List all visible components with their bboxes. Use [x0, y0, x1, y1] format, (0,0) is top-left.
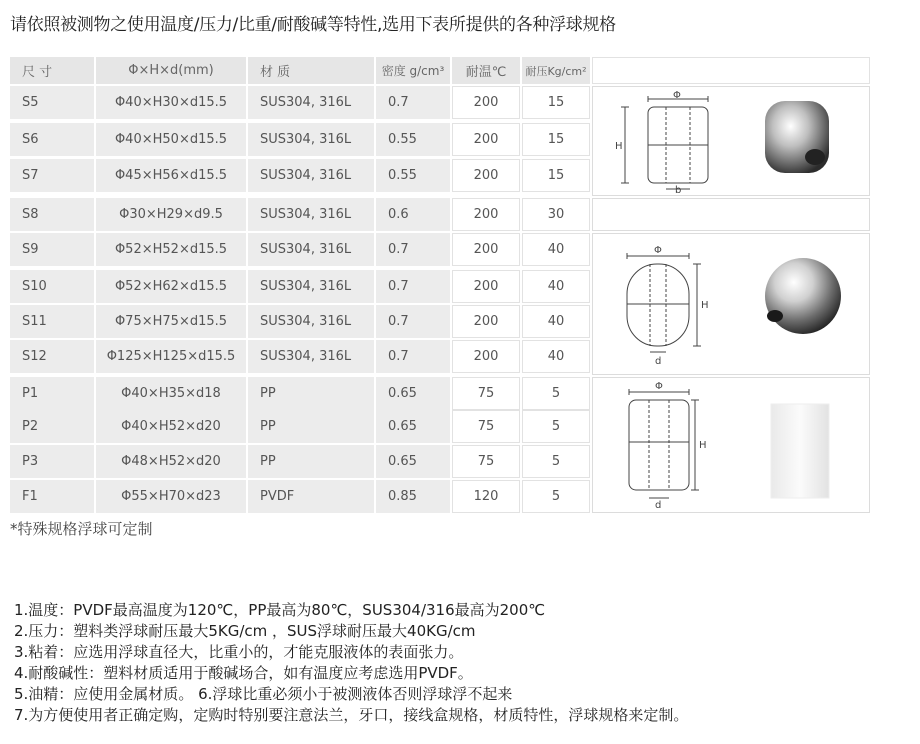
cell-pressure: 5	[522, 445, 590, 478]
cell-temp: 200	[452, 159, 520, 192]
d-label: d	[655, 356, 662, 367]
cell-size: P1	[10, 377, 94, 410]
h-label-3: H	[699, 440, 707, 451]
cell-material: PVDF	[248, 480, 374, 513]
cell-density: 0.7	[376, 86, 450, 119]
cell-temp: 75	[452, 377, 520, 410]
cell-temp: 200	[452, 123, 520, 156]
plastic-float-photo	[771, 404, 829, 498]
sphere-hole	[767, 310, 783, 322]
cell-density: 0.65	[376, 377, 450, 410]
cell-material: SUS304, 316L	[248, 340, 374, 373]
cell-material: SUS304, 316L	[248, 270, 374, 303]
cell-pressure: 40	[522, 305, 590, 338]
cell-pressure: 15	[522, 123, 590, 156]
cell-dims: Φ48×H52×d20	[96, 445, 246, 478]
cell-pressure: 40	[522, 270, 590, 303]
cell-size: S7	[10, 159, 94, 192]
header-material: 材 质	[248, 57, 374, 84]
image-box-plastic	[592, 377, 870, 513]
cell-material: SUS304, 316L	[248, 305, 374, 338]
plastic-float-diagram	[593, 378, 871, 514]
cell-material: SUS304, 316L	[248, 233, 374, 266]
cell-material: SUS304, 316L	[248, 86, 374, 119]
cell-temp: 200	[452, 305, 520, 338]
cell-size: S12	[10, 340, 94, 373]
header-density: 密度 g/cm³	[376, 57, 450, 84]
notes-list	[14, 600, 688, 726]
header-image-col	[592, 57, 870, 84]
cell-pressure: 15	[522, 159, 590, 192]
cell-density: 0.65	[376, 445, 450, 478]
cell-material: SUS304, 316L	[248, 123, 374, 156]
phi-label-3: Φ	[655, 381, 663, 392]
cell-size: P3	[10, 445, 94, 478]
page-title: 请依照被测物之使用温度/压力/比重/耐酸碱等特性,选用下表所提供的各种浮球规格	[10, 15, 616, 35]
cell-pressure: 5	[522, 480, 590, 513]
cell-pressure: 15	[522, 86, 590, 119]
h-label: H	[615, 141, 623, 152]
cell-dims: Φ40×H50×d15.5	[96, 123, 246, 156]
phi-label-2: Φ	[654, 245, 662, 256]
header-pressure: 耐压Kg/cm²	[522, 57, 590, 84]
cell-temp: 75	[452, 410, 520, 443]
cell-size: S5	[10, 86, 94, 119]
cell-size: P2	[10, 410, 94, 443]
cell-temp: 200	[452, 340, 520, 373]
cell-density: 0.55	[376, 159, 450, 192]
cell-density: 0.85	[376, 480, 450, 513]
cell-temp: 200	[452, 86, 520, 119]
cell-dims: Φ40×H52×d20	[96, 410, 246, 443]
cell-dims: Φ52×H52×d15.5	[96, 233, 246, 266]
cell-dims: Φ55×H70×d23	[96, 480, 246, 513]
cell-density: 0.7	[376, 305, 450, 338]
d-label-2: d	[655, 500, 662, 511]
note-item: 7.为方便使用者正确定购，定购时特别要注意法兰，牙口，接线盒规格，材质特性，浮球规格来定制。	[14, 706, 689, 724]
cell-temp: 75	[452, 445, 520, 478]
cell-material: PP	[248, 410, 374, 443]
header-temp: 耐温℃	[452, 57, 520, 84]
cell-material: PP	[248, 445, 374, 478]
cell-temp: 200	[452, 233, 520, 266]
cell-dims: Φ40×H35×d18	[96, 377, 246, 410]
cell-material: SUS304, 316L	[248, 159, 374, 192]
header-size: 尺 寸	[10, 57, 94, 84]
cell-pressure: 40	[522, 233, 590, 266]
note-item: 5.油精：应使用金属材质。 6.浮球比重必须小于被测液体否则浮球浮不起来	[14, 685, 513, 703]
cell-dims: Φ45×H56×d15.5	[96, 159, 246, 192]
cylinder-float-diagram	[593, 87, 871, 197]
cell-density: 0.55	[376, 123, 450, 156]
cell-dims: Φ125×H125×d15.5	[96, 340, 246, 373]
cell-dims: Φ40×H30×d15.5	[96, 86, 246, 119]
cell-pressure: 5	[522, 377, 590, 410]
cylinder-hole	[805, 149, 825, 165]
cell-dims: Φ75×H75×d15.5	[96, 305, 246, 338]
cell-material: PP	[248, 377, 374, 410]
cell-material: SUS304, 316L	[248, 198, 374, 231]
cell-density: 0.7	[376, 340, 450, 373]
cell-density: 0.7	[376, 270, 450, 303]
cell-temp: 200	[452, 198, 520, 231]
cell-density: 0.6	[376, 198, 450, 231]
special-note: *特殊规格浮球可定制	[10, 520, 153, 538]
sphere-float-diagram	[593, 234, 871, 376]
note-item: 2.压力：塑料类浮球耐压最大5KG/cm ，SUS浮球耐压最大40KG/cm	[14, 622, 476, 640]
cell-size: S10	[10, 270, 94, 303]
cell-density: 0.7	[376, 233, 450, 266]
b-label: b	[675, 185, 682, 196]
image-box-empty	[592, 198, 870, 231]
cell-temp: 120	[452, 480, 520, 513]
cell-density: 0.65	[376, 410, 450, 443]
note-item: 1.温度：PVDF最高温度为120℃，PP最高为80℃，SUS304/316最高为200℃	[14, 601, 546, 619]
h-label-2: H	[701, 300, 709, 311]
cell-pressure: 30	[522, 198, 590, 231]
steel-sphere-photo	[765, 258, 841, 334]
cell-size: S6	[10, 123, 94, 156]
cell-pressure: 40	[522, 340, 590, 373]
cell-pressure: 5	[522, 410, 590, 443]
image-box-sphere	[592, 233, 870, 375]
cell-dims: Φ52×H62×d15.5	[96, 270, 246, 303]
cell-temp: 200	[452, 270, 520, 303]
header-dims: Φ×H×d(mm)	[96, 57, 246, 84]
image-box-cylinder	[592, 86, 870, 196]
note-item: 3.粘着：应选用浮球直径大，比重小的，才能克服液体的表面张力。	[14, 643, 464, 661]
phi-label: Φ	[673, 90, 681, 101]
cell-size: S9	[10, 233, 94, 266]
note-item: 4.耐酸碱性：塑料材质适用于酸碱场合，如有温度应考虑选用PVDF。	[14, 664, 473, 682]
cell-dims: Φ30×H29×d9.5	[96, 198, 246, 231]
cell-size: S11	[10, 305, 94, 338]
cell-size: F1	[10, 480, 94, 513]
cell-size: S8	[10, 198, 94, 231]
